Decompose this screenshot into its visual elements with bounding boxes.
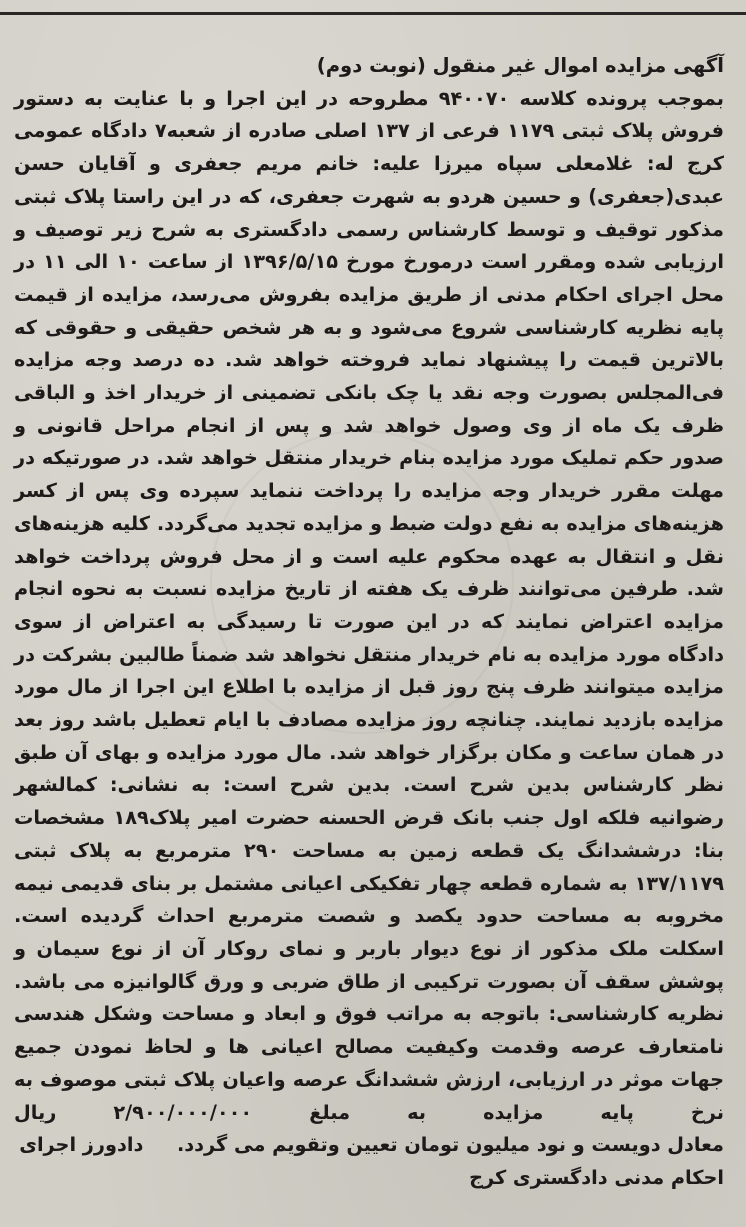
top-divider [0, 12, 746, 15]
signature-role: دادورز اجرای [19, 1133, 144, 1157]
auction-notice [14, 50, 724, 1195]
notice-closing-line [14, 1129, 724, 1162]
signature-org: احکام مدنی دادگستری کرج [469, 1165, 724, 1189]
notice-title: آگهی مزایده اموال غیر منقول (نوبت دوم) [316, 54, 724, 77]
notice-body: بموجب پرونده کلاسه ۹۴۰۰۷۰ مطروحه در این اجرا و با عنایت به دستور فروش پلاک ثبتی ۱۱۷۹ فرعی از ۱۳۷ اصلی صادره از شعبه۷ دادگاه عمومی کرج له: غلامعلی سپاه میرزا علیه: خانم مریم جعفری و آقایان حسن عبدی(جعفری) و حسین هردو به شهرت جعفری، که در این راستا پلاک ثبتی مذکور توقیف و توسط کارشناس رسمی دادگستری به شرح زیر توصیف و ارزیابی شده ومقرر است درمورخ مورخ ۱۳۹۶/۵/۱۵ از ساعت ۱۰ الی ۱۱ در محل اجرای احکام مدنی از طریق مزایده بفروش می‌رسد، مزایده از قیمت پایه نظریه کارشناسی شروع می‌شود و به هر شخص حقیقی و حقوقی که بالاترین قیمت را پیشنهاد نماید فروخته خواهد شد. ده درصد وجه مزایده فی‌المجلس بصورت وجه نقد یا چک بانکی تضمینی از خریدار اخذ و الباقی ظرف یک ماه از وی وصول خواهد شد و پس از انجام مراحل قانونی و صدور حکم تملیک مورد مزایده بنام خریدار منتقل خواهد شد. در صورتیکه در مهلت مقرر خریدار وجه مزایده را پرداخت ننماید سپرده وی پس از کسر هزینه‌های مزایده به نفع دولت ضبط و مزایده تجدید می‌گردد. کلیه هزینه‌های نقل و انتقال به عهده محکوم علیه است و از محل فروش پرداخت خواهد شد. طرفین می‌توانند ظرف یک هفته از تاریخ مزایده نسبت به نحوه انجام مزایده اعتراض نمایند که در این صورت تا رسیدگی به اعتراض از سوی دادگاه مورد مزایده به نام خریدار منتقل نخواهد شد ضمناً طالبین بشرکت در مزایده میتوانند ظرف پنج روز قبل از مزایده با اطلاع این اجرا از مال مورد مزایده بازدید نمایند. چنانچه روز مزایده مصادف با ایام تعطیل باشد روز بعد در همان ساعت و مکان برگزار خواهد شد. مال مورد مزایده و بهای آن طبق نظر کارشناس بدین شرح است. بدین شرح است: به نشانی: کمالشهر رضوانیه فلکه اول جنب بانک قرض الحسنه حضرت امیر پلاک۱۸۹ مشخصات بنا: درششدانگ یک قطعه زمین به مساحت ۲۹۰ مترمربع به پلاک ثبتی ۱۳۷/۱۱۷۹ به شماره قطعه چهار تفکیکی اعیانی مشتمل بر بنای قدیمی نیمه مخروبه به مساحت حدود یکصد و شصت مترمربع احداث گردیده است. اسکلت ملک مذکور از نوع دیوار باربر و نمای روکار آن از نوع سیمان و پوشش سقف آن بصورت ترکیبی از طاق ضربی و ورق گالوانیزه می باشد. نظریه کارشناسی: باتوجه به مراتب فوق و ابعاد و مساحت وشکل هندسی نامتعارف عرصه وقدمت وکیفیت مصالح اعیانی ها و لحاظ نمودن جمیع جهات موثر در ارزیابی، ارزش ششدانگ عرصه واعیان پلاک ثبتی موصوف به نرخ پایه مزایده به مبلغ ۲/۹۰۰/۰۰۰/۰۰۰ ریال [14, 86, 725, 1124]
notice-closing: معادل دویست و نود میلیون تومان تعیین وتقویم می گردد. [176, 1133, 724, 1157]
